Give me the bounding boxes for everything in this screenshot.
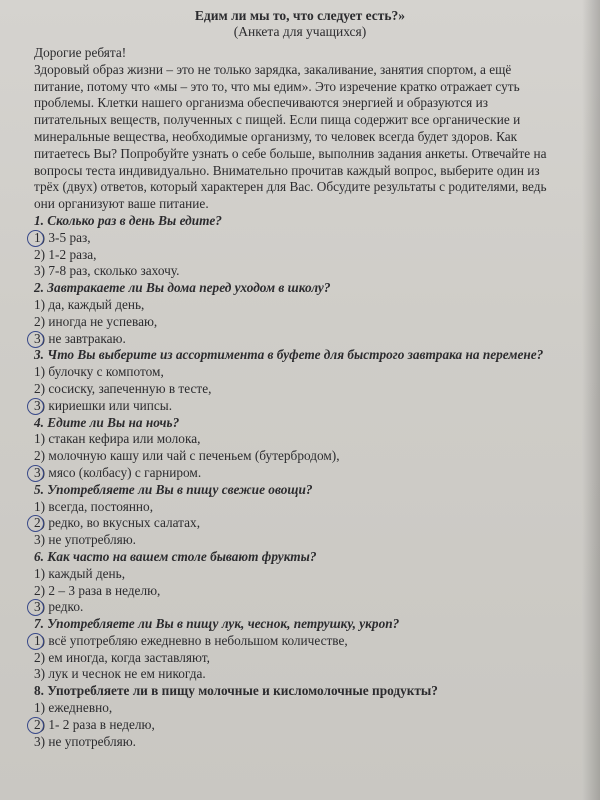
question-block [34, 347, 554, 414]
answer-option[interactable] [34, 734, 554, 751]
survey-title: Едим ли мы то, что следует есть?» [194, 8, 406, 23]
greeting: Дорогие ребята! [34, 45, 127, 60]
answer-text: 2) 1- 2 раза в неделю, [34, 716, 155, 732]
answer-text: 2) 2 – 3 раза в неделю, [34, 582, 161, 598]
answer-text: 1) булочку с компотом, [34, 364, 164, 380]
answer-option[interactable] [34, 532, 554, 549]
question-text: 1. Сколько раз в день Вы едите? [34, 212, 222, 228]
answer-text: 1) ежедневно, [34, 700, 113, 716]
answer-text: 3) лук и чеснок не ем никогда. [34, 666, 206, 682]
intro-paragraph: Здоровый образ жизни – это не только зарядка, закаливание, занятия спортом, а ещё питание, потому что «мы – это то, что мы едим». Это изречение кратко отражает суть проблемы. Клетки нашего организма обеспечиваются энергией и образуются из питательных веществ, полученных с пищей. Если пища содержит все органические и минеральные вещества, необходимые организму, то человек всегда будет здоров. Как питаетесь Вы? Попробуйте узнать о себе больше, выполнив задания анкеты. Отвечайте на вопросы теста индивидуально. Внимательно прочитав каждый вопрос, выберите один из трёх (двух) ответов, который характерен для Вас. Обсудите результаты с родителями, ведь они организуют ваше питание. [34, 61, 547, 212]
question-block [34, 549, 554, 616]
answer-text: 2) 1-2 раза, [34, 246, 97, 262]
answer-text: 1) стакан кефира или молока, [34, 431, 201, 447]
answer-option[interactable] [34, 314, 554, 331]
question-text: 2. Завтракаете ли Вы дома перед уходом в школу? [34, 280, 331, 296]
question-block [34, 683, 554, 750]
answer-option[interactable] [34, 650, 554, 667]
answer-text: 3) не завтракаю. [34, 330, 126, 346]
question-block [34, 482, 554, 549]
answer-option[interactable] [34, 515, 554, 532]
question-text: 4. Едите ли Вы на ночь? [34, 414, 180, 430]
answer-option[interactable] [34, 448, 554, 465]
question-block [34, 213, 554, 280]
question-text: 7. Употребляете ли Вы в пищу лук, чеснок, петрушку, укроп? [34, 616, 400, 632]
answer-text: 3) не употребляю. [34, 733, 136, 749]
survey-header [0, 8, 600, 40]
answer-option[interactable] [34, 263, 554, 280]
question-text: 5. Употребляете ли Вы в пищу свежие овощи? [34, 481, 313, 497]
answer-option[interactable] [34, 717, 554, 734]
answer-option[interactable] [34, 583, 554, 600]
answer-option[interactable] [34, 230, 554, 247]
answer-text: 2) молочную кашу или чай с печеньем (бутербродом), [34, 448, 340, 464]
answer-text: 1) всегда, постоянно, [34, 498, 154, 514]
answer-option[interactable] [34, 666, 554, 683]
question-block [34, 415, 554, 482]
answer-option[interactable] [34, 599, 554, 616]
answer-option[interactable] [34, 247, 554, 264]
question-block [34, 616, 554, 683]
answer-option[interactable] [34, 633, 554, 650]
handwritten-circle-mark [27, 230, 44, 247]
answer-option[interactable] [34, 398, 554, 415]
question-text: 6. Как часто на вашем столе бывают фрукты? [34, 548, 317, 564]
answer-option[interactable] [34, 381, 554, 398]
answer-text: 3) кириешки или чипсы. [34, 397, 173, 413]
survey-subtitle: (Анкета для учащихся) [233, 24, 367, 39]
answer-text: 1) каждый день, [34, 565, 126, 581]
question-list [34, 213, 554, 751]
answer-text: 3) не употребляю. [34, 532, 136, 548]
answer-text: 1) да, каждый день, [34, 296, 145, 312]
handwritten-circle-mark [27, 717, 44, 734]
answer-option[interactable] [34, 364, 554, 381]
question-text: 8. Употребляете ли в пищу молочные и кисломолочные продукты? [34, 683, 438, 699]
answer-text: 1) 3-5 раз, [34, 229, 91, 245]
handwritten-circle-mark [27, 465, 44, 482]
answer-option[interactable] [34, 465, 554, 482]
answer-option[interactable] [34, 331, 554, 348]
answer-option[interactable] [34, 431, 554, 448]
answer-text: 2) иногда не успеваю, [34, 313, 158, 329]
page-edge-shadow [582, 0, 600, 800]
survey-body [34, 45, 554, 750]
answer-text: 3) 7-8 раз, сколько захочу. [34, 263, 180, 279]
handwritten-circle-mark [27, 398, 44, 415]
answer-text: 3) мясо (колбасу) с гарниром. [34, 464, 202, 480]
handwritten-circle-mark [27, 633, 44, 650]
question-text: 3. Что Вы выберите из ассортимента в буфете для быстрого завтрака на перемене? [34, 347, 544, 363]
question-block [34, 280, 554, 347]
answer-text: 2) ем иногда, когда заставляют, [34, 649, 210, 665]
answer-option[interactable] [34, 700, 554, 717]
answer-option[interactable] [34, 297, 554, 314]
answer-text: 3) редко. [34, 599, 84, 615]
answer-text: 2) сосиску, запеченную в тесте, [34, 380, 212, 396]
answer-text: 2) редко, во вкусных салатах, [34, 515, 201, 531]
answer-option[interactable] [34, 499, 554, 516]
handwritten-circle-mark [27, 331, 44, 348]
answer-option[interactable] [34, 566, 554, 583]
answer-text: 1) всё употребляю ежедневно в небольшом количестве, [34, 632, 348, 648]
